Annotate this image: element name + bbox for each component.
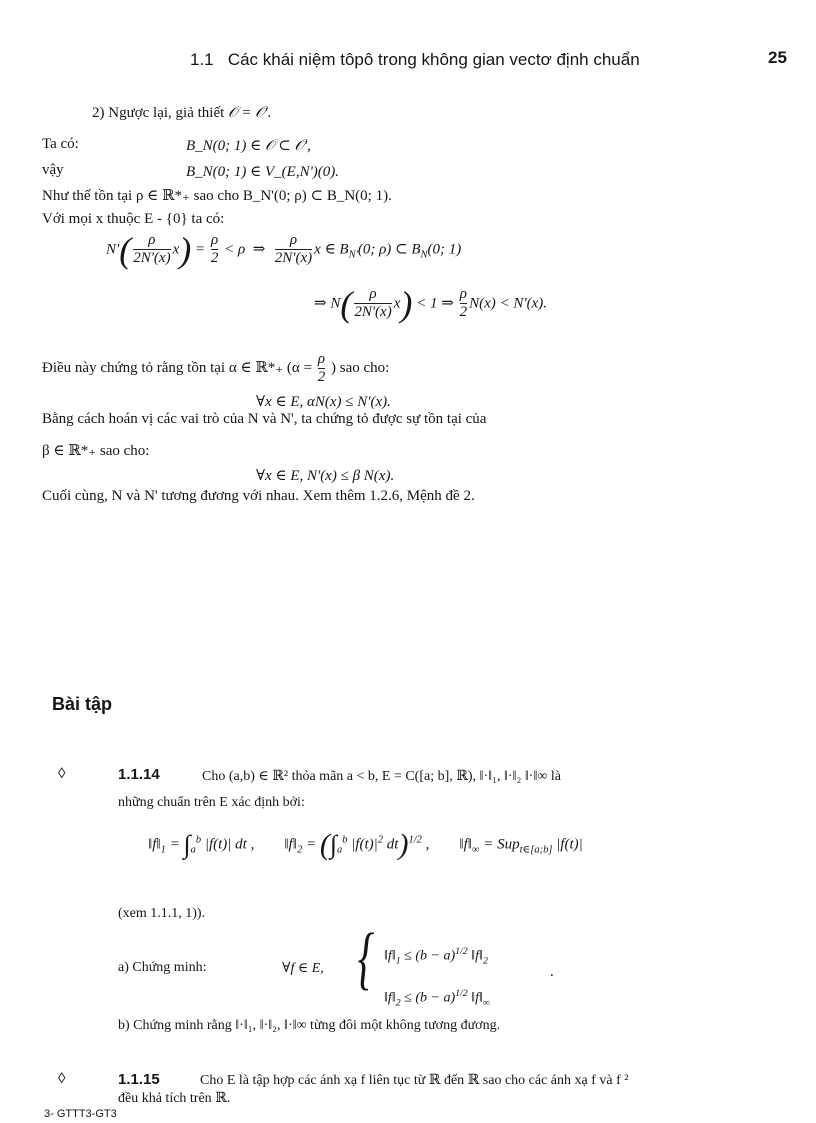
part-a-system <box>352 920 380 997</box>
step-intro-text: 2) Ngược lại, giả thiết <box>92 105 225 121</box>
line5-before: Điều này chứng tỏ rằng tồn tại α ∈ ℝ*₊ (α = <box>42 360 312 377</box>
exercise-1-1-14-ref: (xem 1.1.1, 1)). <box>118 906 206 921</box>
exercise-1-1-14-marker: ◊ <box>58 766 66 782</box>
inequality-2: ∀x ∈ E, N'(x) ≤ β N(x). <box>256 468 395 484</box>
proof-line4: Với mọi x thuộc E - {0} ta có: <box>42 211 225 227</box>
exercise-1-1-15-marker: ◊ <box>58 1071 66 1087</box>
section-number: 1.1 <box>190 50 214 69</box>
exercise-1-1-14-part-a-quant: ∀f ∈ E, <box>282 961 324 976</box>
proof-line2-formula: B_N(0; 1) ∈ V_(E,N')(0). <box>186 164 340 180</box>
equation-1: N'( $\frac{\rho}{2N'(x)}$ x) = $\frac{\rho}{2}$ < ρ ⇒ $\frac{\rho}{2N'(x)}$ x ∈ $B_{N'}(0$; ρ) ⊂ $B_N(0$; 1) <box>106 230 462 270</box>
exercise-1-1-14-text-line2: những chuẩn trên E xác định bởi: <box>118 795 305 810</box>
line5-after: ) sao cho: <box>331 360 390 377</box>
running-header <box>190 50 640 70</box>
exercises-heading: Bài tập <box>52 694 113 714</box>
brace-icon: { <box>357 920 375 997</box>
proof-line6: Bằng cách hoán vị các vai trò của N và N', ta chứng tỏ được sự tồn tại của <box>42 411 487 427</box>
exercise-1-1-15-text-line1: Cho E là tập hợp các ánh xạ f liên tục từ ℝ đến ℝ sao cho các ánh xạ f và f ² <box>200 1073 629 1088</box>
header-title: Các khái niệm tôpô trong không gian vectơ định chuẩn <box>227 50 640 69</box>
part-a-ineq-1: $‖f‖_1 \le (b - a)^{1/2}$ $‖f‖_2$ <box>384 946 488 967</box>
page-number: 25 <box>768 48 787 67</box>
proof-step-intro <box>92 104 272 122</box>
part-a-ineq-2: $‖f‖_2 \le (b - a)^{1/2}$ $‖f‖_\infty$ <box>384 988 490 1009</box>
equation-2: ⇒ N( $\frac{\rho}{2N'(x)}$ x) < 1 ⇒ $\frac{\rho}{2}$ N(x) < N'(x). <box>314 284 547 324</box>
exercise-1-1-14-number: 1.1.14 <box>118 766 160 783</box>
alpha-fraction: $\frac{\rho}{2}$ <box>317 351 326 385</box>
proof-line1-label: Ta có: <box>42 136 79 152</box>
proof-line1-formula: B_N(0; 1) ∈ 𝒪 ⊂ 𝒪', <box>186 138 311 154</box>
exercise-1-1-14-part-b: b) Chứng minh rằng ‖·‖₁, ‖·‖₂, ‖·‖∞ từng đôi một không tương đương. <box>118 1018 501 1033</box>
proof-line7: β ∈ ℝ*₊ sao cho: <box>42 443 150 459</box>
part-a-dot: . <box>550 964 554 980</box>
exercise-1-1-14-text-line1: Cho (a,b) ∈ ℝ² thỏa mãn a < b, E = C([a; b], ℝ), ‖·‖₁, ‖·‖₂ ‖·‖∞ là <box>202 769 561 784</box>
inequality-1: ∀x ∈ E, αN(x) ≤ N'(x). <box>256 394 391 410</box>
proof-conclusion: Cuối cùng, N và N' tương đương với nhau. Xem thêm 1.2.6, Mệnh đề 2. <box>42 488 475 504</box>
proof-line2-label: vậy <box>42 162 64 178</box>
exercise-1-1-15-text-line2: đều khả tích trên ℝ. <box>118 1091 231 1106</box>
step-intro-formula: 𝒪 = 𝒪'. <box>228 105 272 121</box>
exercise-1-1-15-number: 1.1.15 <box>118 1071 160 1088</box>
norm-definitions: $‖f‖_1 = \int_a^b$ |f(t)| dt , $‖f‖_2 = (\int_a^b$ $|f(t)|^2$ dt)$^{1/2}$ , $‖f‖_\infty = Sup_{t\in[a;b]}$ |f(t)| <box>148 828 583 861</box>
proof-line5 <box>42 352 389 386</box>
exercise-1-1-14-part-a-label: a) Chứng minh: <box>118 960 207 975</box>
footer-code: 3- GTTT3-GT3 <box>44 1108 117 1120</box>
proof-line3: Như thế tồn tại ρ ∈ ℝ*₊ sao cho B_N'(0; ρ) ⊂ B_N(0; 1). <box>42 188 392 204</box>
